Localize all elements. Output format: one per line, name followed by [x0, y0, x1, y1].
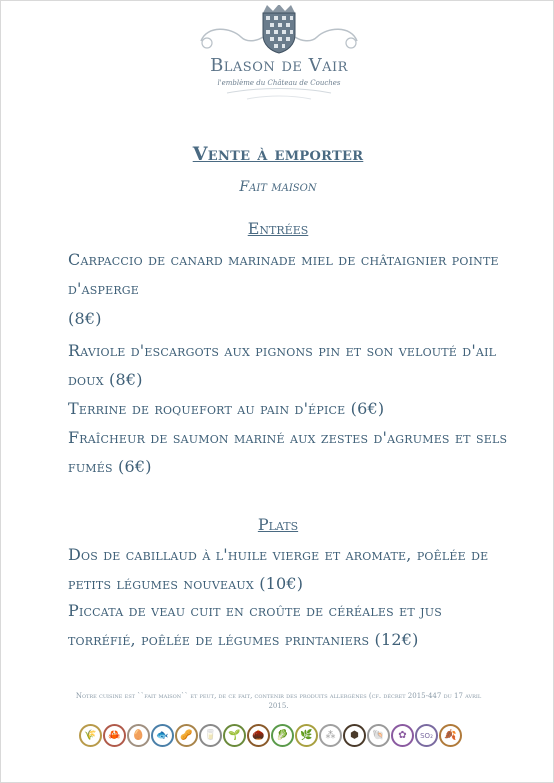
gluten-icon: 🌾 [79, 724, 102, 747]
mollusc-icon: 🐚 [367, 724, 390, 747]
milk-icon: 🥛 [199, 724, 222, 747]
logo-name: Blason de Vair [210, 55, 348, 76]
section-heading-entrees: Entrées [247, 219, 309, 238]
other-icon: 🍂 [439, 724, 462, 747]
menu-item: Dos de cabillaud à l'huile vierge et aromate, poêlée de petits légumes nouveaux (10€) [68, 545, 489, 593]
sesame-icon: ⁂ [319, 724, 342, 747]
celery-icon: 🥬 [271, 724, 294, 747]
section-heading-plats: Plats [257, 515, 299, 534]
lupin-icon: ✿ [391, 724, 414, 747]
page-title: Vente à emporter [192, 143, 364, 165]
allergen-icons-row [79, 724, 462, 748]
menu-item: Fraîcheur de saumon mariné aux zestes d'agrumes et sels fumés (6€) [68, 428, 508, 476]
peanut-icon: 🥜 [175, 724, 198, 747]
logo-tagline: l'emblème du Château de Couches [217, 79, 341, 87]
restaurant-logo [187, 5, 371, 105]
sulphite-icon: ⬢ [343, 724, 366, 747]
so2-icon: SO₂ [415, 724, 438, 747]
menu-item: Piccata de veau cuit en croûte de céréales et jus torréfié, poêlée de légumes printaniers (12€) [68, 601, 442, 649]
page-subtitle: Fait maison [239, 179, 317, 195]
menu-item: Raviole d'escargots aux pignons pin et son velouté d'ail doux (8€) [68, 341, 497, 389]
fish-icon: 🐟 [151, 724, 174, 747]
crustacean-icon: 🦀 [103, 724, 126, 747]
menu-item: Terrine de roquefort au pain d'épice (6€) [68, 399, 385, 418]
nuts-icon: 🌰 [247, 724, 270, 747]
menu-item: Carpaccio de canard marinade miel de châtaignier pointe d'asperge [68, 250, 499, 298]
soy-icon: 🌱 [223, 724, 246, 747]
allergen-footnote: Notre cuisine est ``fait maison`` et peut, de ce fait, contenir des produits allergènes (cf. décret 2015-447 du 17 avril 2015. [75, 692, 482, 710]
egg-icon: 🥚 [127, 724, 150, 747]
menu-item-price: (8€) [68, 309, 102, 328]
mustard-icon: 🌿 [295, 724, 318, 747]
